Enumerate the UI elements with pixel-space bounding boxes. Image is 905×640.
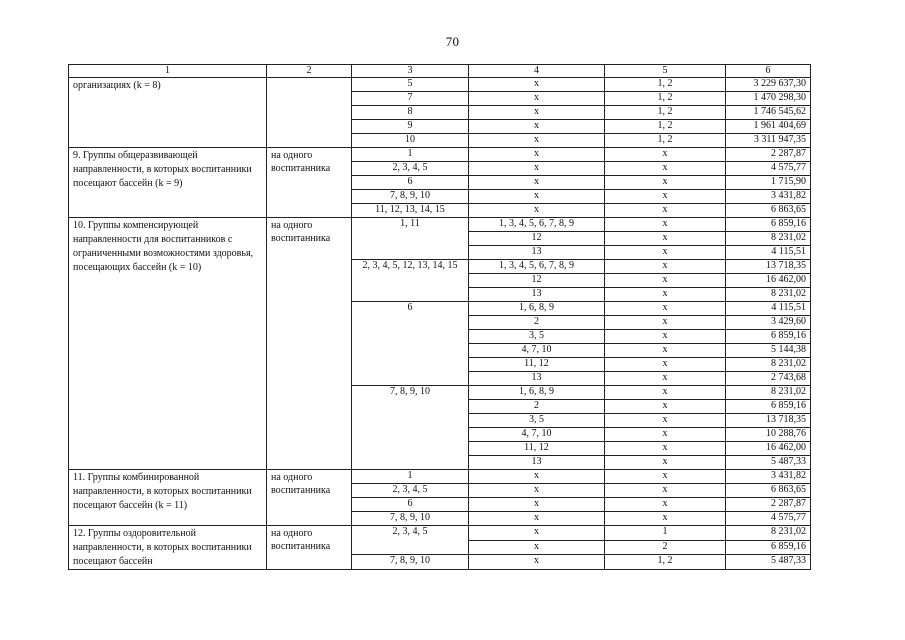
cell: 1, 2 [605,78,726,92]
header-cell: 2 [267,65,352,78]
cell: 1, 2 [605,120,726,134]
cell: х [605,288,726,302]
subgroup-cell: 7, 8, 9, 10 [352,386,469,470]
cell: 11, 12 [469,358,605,372]
value-cell: 8 231,02 [726,386,811,400]
value-cell: 8 231,02 [726,358,811,372]
group-unit: на одного воспитанника [267,218,352,470]
cell: 1 [605,526,726,541]
value-cell: 4 575,77 [726,162,811,176]
value-cell: 3 429,60 [726,316,811,330]
table-row [69,218,811,232]
value-cell: 4 115,51 [726,302,811,316]
header-cell: 6 [726,65,811,78]
cell: 3, 5 [469,414,605,428]
cell: х [605,358,726,372]
page-number: 70 [445,34,460,49]
value-cell: 2 743,68 [726,372,811,386]
cell: х [469,134,605,148]
value-cell: 6 859,16 [726,330,811,344]
cell: 13 [469,288,605,302]
group-title: организациях (k = 8) [69,78,267,148]
value-cell: 10 288,76 [726,428,811,442]
cell: 1, 3, 4, 5, 6, 7, 8, 9 [469,218,605,232]
cell: 2, 3, 4, 5 [352,162,469,176]
subgroup-cell: 6 [352,302,469,386]
header-cell: 3 [352,65,469,78]
value-cell: 6 863,65 [726,484,811,498]
cell: 13 [469,456,605,470]
value-cell: 4 115,51 [726,246,811,260]
cell: х [605,316,726,330]
cell: 4, 7, 10 [469,344,605,358]
group-title: 10. Группы компенсирующей направленности для воспитанников с ограниченными возможностями здоровья, посещающих бассейн (k = 10) [69,218,267,470]
cell: х [469,78,605,92]
value-cell: 1 470 298,30 [726,92,811,106]
value-cell: 13 718,35 [726,260,811,274]
cell: 1, 6, 8, 9 [469,386,605,400]
cell: х [605,386,726,400]
value-cell: 2 287,87 [726,498,811,512]
cell: х [605,512,726,526]
cell: х [469,106,605,120]
group-title: 12. Группы оздоровительной направленности, в которых воспитанники посещают бассейн [69,526,267,570]
cell: х [469,470,605,484]
value-cell: 6 863,65 [726,204,811,218]
cell: х [605,344,726,358]
value-cell: 16 462,00 [726,442,811,456]
cell: 6 [352,176,469,190]
cell: х [469,162,605,176]
cell: 5 [352,78,469,92]
cell: х [469,190,605,204]
cell: х [605,428,726,442]
cell: х [605,218,726,232]
cell: 1, 2 [605,555,726,570]
cell: х [605,274,726,288]
value-cell: 6 859,16 [726,400,811,414]
cell: 6 [352,498,469,512]
cell: х [605,148,726,162]
cell: х [469,92,605,106]
cell: 7, 8, 9, 10 [352,512,469,526]
cell: 9 [352,120,469,134]
cell: 12 [469,232,605,246]
subgroup-cell: 2, 3, 4, 5, 12, 13, 14, 15 [352,260,469,302]
table-row [69,470,811,484]
cell: 2, 3, 4, 5 [352,484,469,498]
cell: 1, 6, 8, 9 [469,302,605,316]
cell: 1, 2 [605,106,726,120]
cell: х [469,555,605,570]
value-cell: 3 431,82 [726,470,811,484]
group-title: 9. Группы общеразвивающей направленности, в которых воспитанники посещают бассейн (k = 9) [69,148,267,218]
cell: х [605,330,726,344]
value-cell: 3 431,82 [726,190,811,204]
cell: 1 [352,148,469,162]
cell: х [605,232,726,246]
cell: х [605,190,726,204]
cell: х [469,526,605,541]
subgroup-cell: 1, 11 [352,218,469,260]
value-cell: 1 746 545,62 [726,106,811,120]
cell: 13 [469,246,605,260]
cell: х [469,512,605,526]
group-title: 11. Группы комбинированной направленности, в которых воспитанники посещают бассейн (k = 11) [69,470,267,526]
value-cell: 2 287,87 [726,148,811,162]
cell: х [605,176,726,190]
cell: х [605,442,726,456]
value-cell: 5 487,33 [726,456,811,470]
cell: 1 [352,470,469,484]
table-row [69,148,811,162]
header-cell: 5 [605,65,726,78]
cell: х [605,302,726,316]
cell: х [605,260,726,274]
cell: 2 [469,400,605,414]
cell: х [605,470,726,484]
cell: 3, 5 [469,330,605,344]
group-unit [267,78,352,148]
value-cell: 8 231,02 [726,526,811,541]
header-row [69,65,811,78]
cell: х [605,400,726,414]
cell: 12 [469,274,605,288]
cell: х [605,246,726,260]
tariff-table [68,64,811,570]
value-cell: 6 859,16 [726,218,811,232]
header-cell: 4 [469,65,605,78]
cell: 2 [605,540,726,555]
cell: х [469,204,605,218]
group-unit: на одного воспитанника [267,148,352,218]
table-row [69,78,811,92]
cell: х [605,456,726,470]
cell: х [605,414,726,428]
cell: 10 [352,134,469,148]
cell: х [605,204,726,218]
cell: 1, 2 [605,134,726,148]
cell: х [605,162,726,176]
cell: х [605,372,726,386]
cell: х [605,498,726,512]
cell: 2 [469,316,605,330]
group-unit: на одного воспитанника [267,526,352,570]
cell: х [469,540,605,555]
cell: 11, 12 [469,442,605,456]
value-cell: 8 231,02 [726,288,811,302]
cell: 7, 8, 9, 10 [352,190,469,204]
value-cell: 16 462,00 [726,274,811,288]
cell: х [469,498,605,512]
cell: х [469,120,605,134]
table-row [69,526,811,541]
cell: х [469,484,605,498]
value-cell: 5 487,33 [726,555,811,570]
header-cell: 1 [69,65,267,78]
cell: 13 [469,372,605,386]
cell: 2, 3, 4, 5 [352,526,469,555]
value-cell: 3 229 637,30 [726,78,811,92]
cell: 4, 7, 10 [469,428,605,442]
cell: х [469,176,605,190]
cell: х [605,484,726,498]
cell: 1, 2 [605,92,726,106]
value-cell: 1 715,90 [726,176,811,190]
value-cell: 5 144,38 [726,344,811,358]
value-cell: 13 718,35 [726,414,811,428]
cell: 7 [352,92,469,106]
value-cell: 6 859,16 [726,540,811,555]
cell: х [469,148,605,162]
value-cell: 3 311 947,35 [726,134,811,148]
cell: 11, 12, 13, 14, 15 [352,204,469,218]
cell: 8 [352,106,469,120]
value-cell: 8 231,02 [726,232,811,246]
cell: 1, 3, 4, 5, 6, 7, 8, 9 [469,260,605,274]
cell: 7, 8, 9, 10 [352,555,469,570]
value-cell: 4 575,77 [726,512,811,526]
value-cell: 1 961 404,69 [726,120,811,134]
group-unit: на одного воспитанника [267,470,352,526]
